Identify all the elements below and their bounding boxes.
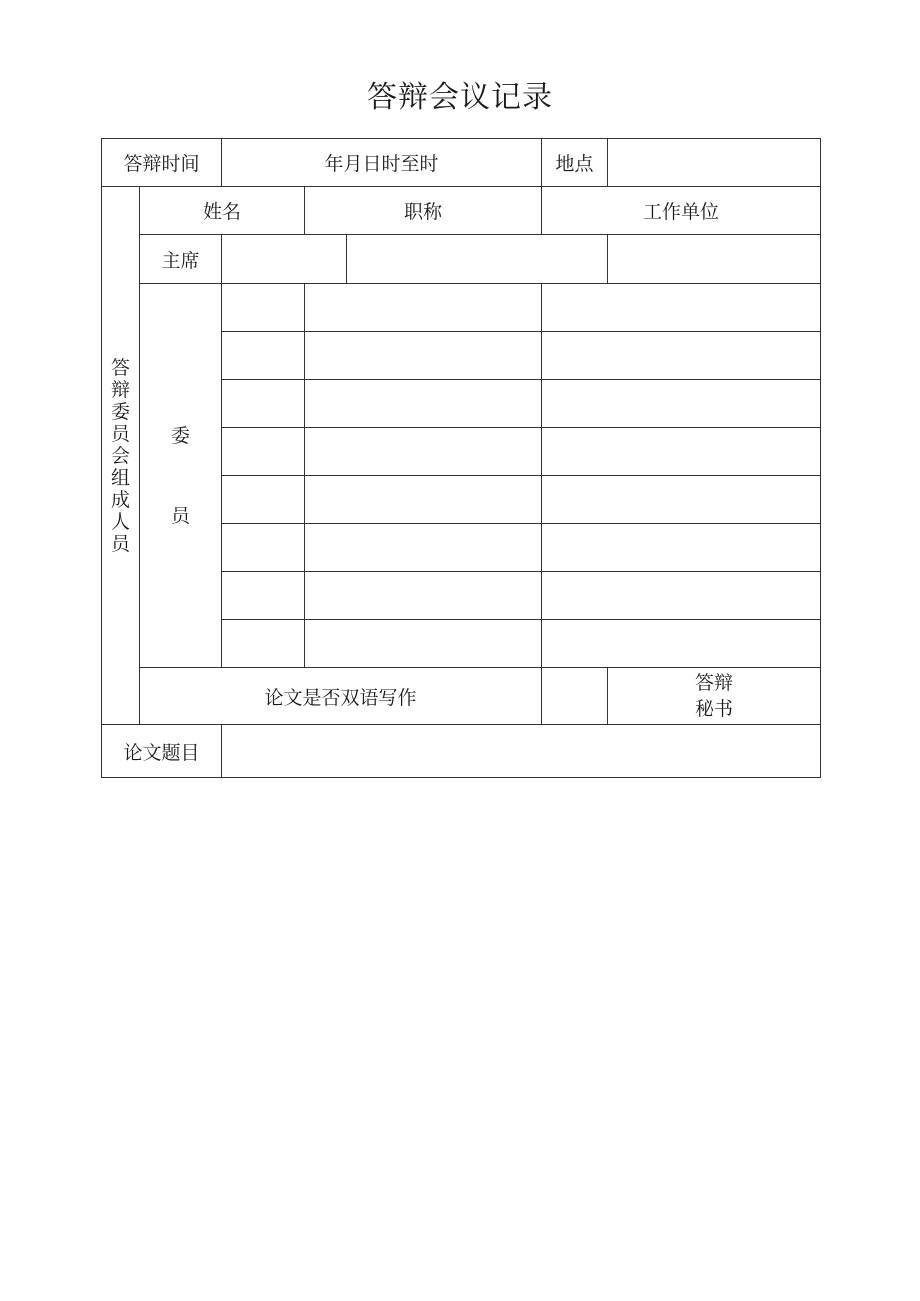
chair-title-field[interactable]: [347, 235, 608, 284]
column-header-title: 职称: [305, 187, 542, 235]
chair-name-field[interactable]: [222, 235, 347, 284]
defense-record-table: [101, 138, 821, 778]
secretary-label: [608, 668, 821, 725]
member-unit-field[interactable]: [542, 380, 821, 428]
bilingual-row: [102, 668, 821, 725]
column-header-name: 姓名: [140, 187, 305, 235]
thesis-title-label: 论文题目: [102, 725, 222, 778]
member-name-field[interactable]: [222, 332, 305, 380]
bilingual-label: 论文是否双语写作: [140, 668, 542, 725]
member-row: [102, 284, 821, 332]
time-row: [102, 139, 821, 187]
member-name-field[interactable]: [222, 476, 305, 524]
chair-row: [102, 235, 821, 284]
place-field[interactable]: [608, 139, 821, 187]
secretary-label-line-2: 秘书: [695, 698, 734, 720]
member-unit-field[interactable]: [542, 284, 821, 332]
member-name-field[interactable]: [222, 284, 305, 332]
column-header-unit: 工作单位: [542, 187, 821, 235]
member-label-char-2: 员: [171, 504, 191, 527]
secretary-label-line-1: 答辩: [695, 672, 734, 694]
member-name-field[interactable]: [222, 524, 305, 572]
member-unit-field[interactable]: [542, 332, 821, 380]
member-unit-field[interactable]: [542, 620, 821, 668]
member-name-field[interactable]: [222, 620, 305, 668]
page-title: 答辩会议记录: [367, 80, 553, 115]
chair-label: 主席: [140, 235, 222, 284]
member-name-field[interactable]: [222, 380, 305, 428]
thesis-title-field[interactable]: [222, 725, 821, 778]
member-title-field[interactable]: [305, 620, 542, 668]
thesis-row: [102, 725, 821, 778]
member-label: [140, 284, 222, 668]
member-title-field[interactable]: [305, 284, 542, 332]
member-name-field[interactable]: [222, 572, 305, 620]
defense-time-field[interactable]: 年月日时至时: [222, 139, 542, 187]
defense-time-label: 答辩时间: [102, 139, 222, 187]
member-title-field[interactable]: [305, 476, 542, 524]
member-unit-field[interactable]: [542, 572, 821, 620]
member-title-field[interactable]: [305, 332, 542, 380]
member-unit-field[interactable]: [542, 428, 821, 476]
member-title-field[interactable]: [305, 428, 542, 476]
member-unit-field[interactable]: [542, 476, 821, 524]
place-label: 地点: [542, 139, 608, 187]
member-title-field[interactable]: [305, 380, 542, 428]
committee-group-label: [102, 187, 140, 725]
bilingual-field[interactable]: [542, 668, 608, 725]
member-title-field[interactable]: [305, 572, 542, 620]
member-title-field[interactable]: [305, 524, 542, 572]
chair-unit-field[interactable]: [608, 235, 821, 284]
member-unit-field[interactable]: [542, 524, 821, 572]
member-label-char-1: 委: [171, 424, 191, 447]
committee-group-text: 答辩委员会组成人员: [110, 356, 130, 555]
committee-header-row: [102, 187, 821, 235]
member-name-field[interactable]: [222, 428, 305, 476]
